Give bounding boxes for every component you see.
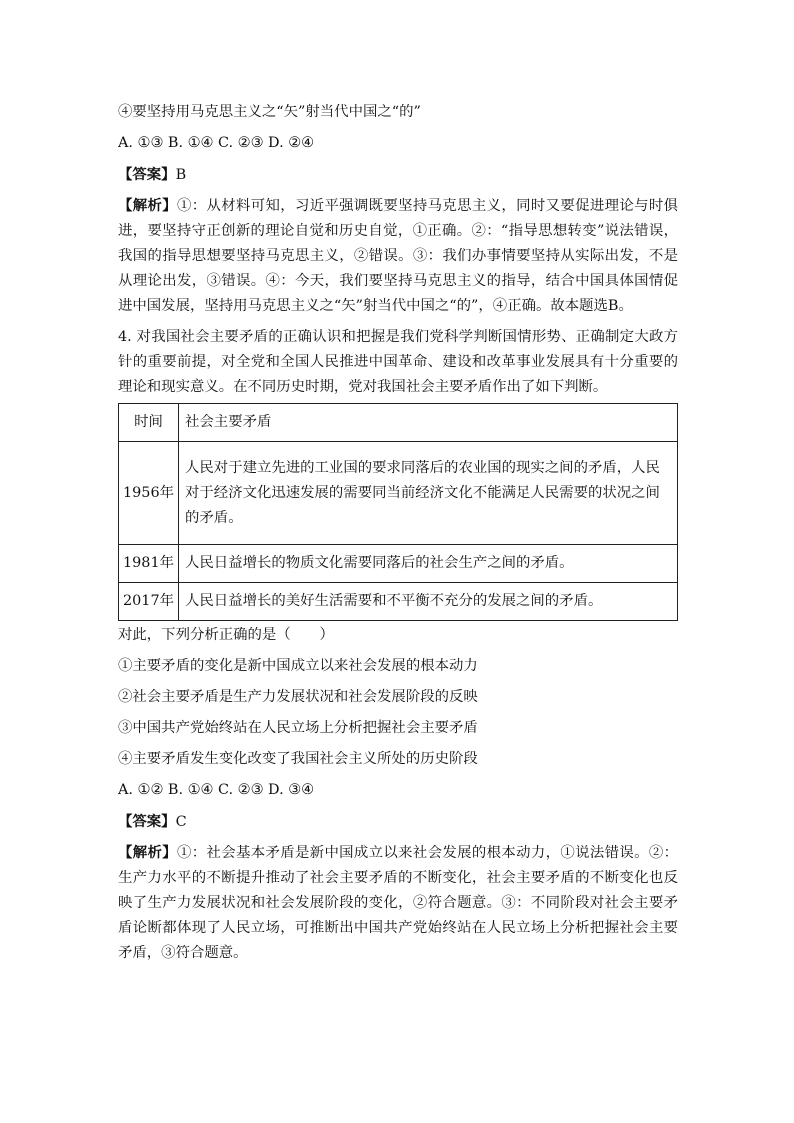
question-4-choices: A. ①② B. ①④ C. ②③ D. ③④	[118, 782, 315, 798]
analysis-text: ①：从材料可知，习近平强调既要坚持马克思主义，同时又要促进理论与时俱进，要坚持守正创新的理论自觉和历史自觉，①正确。②：“指导思想转变”说法错误，我国的指导思想要坚持马克思主义，②错误。③：我们办事情要坚持从实际出发，不是从理论出发，③错误。④：今天，我们要坚持马克思主义的指导，结合中国具体国情促进中国发展，坚持用马克思主义之“矢”射当代中国之“的”，④正确。故本题选B。	[118, 198, 678, 314]
option-2: ②社会主要矛盾是生产力发展状况和社会发展阶段的反映	[118, 689, 478, 705]
table-header-contradiction: 社会主要矛盾	[179, 404, 678, 442]
option-4: ④主要矛盾发生变化改变了我国社会主义所处的历史阶段	[118, 751, 478, 767]
table-cell-text: 人民对于建立先进的工业国的要求同落后的农业国的现实之间的矛盾，人民对于经济文化迅速发展的需要同当前经济文化不能满足人民需要的状况之间的矛盾。	[179, 442, 678, 545]
question-4-answer	[118, 809, 678, 834]
table-row	[119, 442, 678, 545]
answer-label: 【答案】	[118, 813, 176, 830]
page-content	[118, 100, 678, 966]
table-header-time: 时间	[119, 404, 179, 442]
table-row	[119, 583, 678, 621]
prev-choices: A. ①③ B. ①④ C. ②③ D. ②④	[118, 135, 315, 151]
table-cell-text: 人民日益增长的物质文化需要同落后的社会生产之间的矛盾。	[179, 545, 678, 583]
analysis-text: ①：社会基本矛盾是新中国成立以来社会发展的根本动力，①说法错误。②：生产力水平的不断提升推动了社会主要矛盾的不断变化，社会主要矛盾的不断变化也反映了生产力发展状况和社会发展阶段的变化，②符合题意。③：不同阶段对社会主要矛盾论断都体现了人民立场，可推断出中国共产党始终站在人民立场上分析把握社会主要矛盾，③符合题意。	[118, 845, 678, 961]
answer-label: 【答案】	[118, 166, 176, 183]
prev-option-4: ④要坚持用马克思主义之“矢”射当代中国之“的”	[118, 104, 421, 120]
table-cell-year: 1956年	[119, 442, 179, 545]
analysis-label: 【解析】	[118, 197, 177, 214]
table-cell-year: 2017年	[119, 583, 179, 621]
analysis-label: 【解析】	[118, 844, 177, 861]
answer-value: C	[175, 814, 187, 830]
table-row	[119, 545, 678, 583]
question-4-stem: 4. 对我国社会主要矛盾的正确认识和把握是我们党科学判断国情形势、正确制定大政方针的重要前提，对全党和全国人民推进中国革命、建设和改革事业发展具有十分重要的理论和现实意义。在不同历史时期，党对我国社会主要矛盾作出了如下判断。	[118, 329, 678, 395]
table-cell-year: 1981年	[119, 545, 179, 583]
option-3: ③中国共产党始终站在人民立场上分析把握社会主要矛盾	[118, 720, 478, 736]
question-4-prompt: 对此，下列分析正确的是（ ）	[118, 627, 334, 643]
prev-answer	[118, 162, 678, 187]
prev-analysis	[118, 193, 678, 319]
table-header-row	[119, 404, 678, 442]
option-1: ①主要矛盾的变化是新中国成立以来社会发展的根本动力	[118, 658, 478, 674]
contradiction-table	[118, 403, 678, 621]
table-cell-text: 人民日益增长的美好生活需要和不平衡不充分的发展之间的矛盾。	[179, 583, 678, 621]
answer-value: B	[175, 167, 187, 183]
question-4-analysis	[118, 840, 678, 966]
